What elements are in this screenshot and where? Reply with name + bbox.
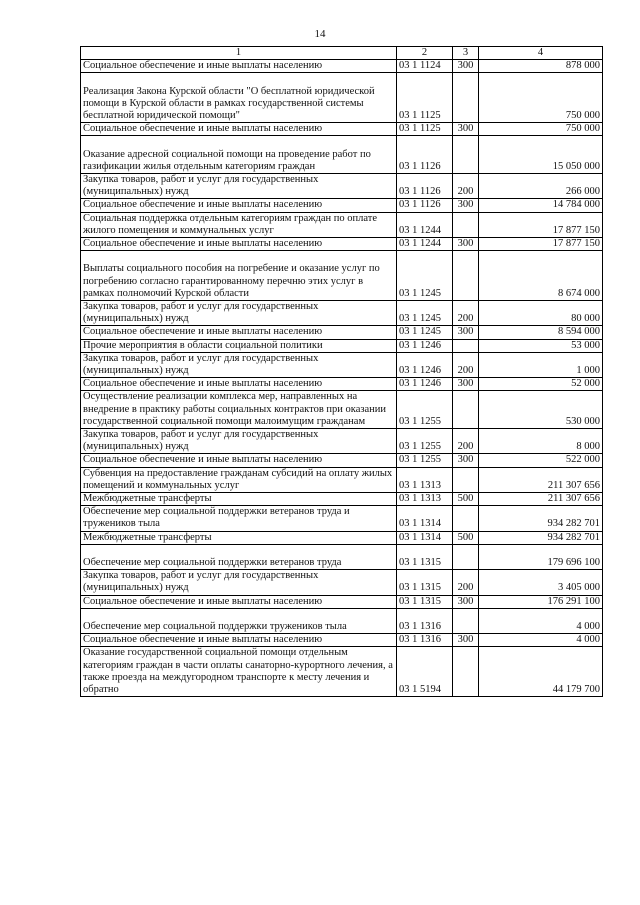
- cell-text: 44 179 700: [552, 684, 600, 696]
- row-expense-type-cell: [453, 493, 479, 506]
- row-code-cell: [397, 339, 453, 352]
- cell-text: 179 696 100: [547, 557, 600, 569]
- cell-text: Закупка товаров, работ и услуг для государственных (муниципальных) нужд: [83, 429, 319, 453]
- table-row: [81, 531, 603, 544]
- row-amount-cell: [479, 595, 603, 608]
- row-name-cell: [81, 212, 397, 237]
- cell-text: 1 000: [576, 365, 600, 377]
- row-amount-cell: [479, 391, 603, 429]
- cell-text: 03 1 1126: [399, 160, 441, 172]
- cell-text: 52 000: [571, 378, 600, 390]
- cell-text: 03 1 1126: [399, 199, 441, 211]
- cell-text: 300: [457, 378, 474, 390]
- table-row: [81, 608, 603, 633]
- row-amount-cell: [479, 199, 603, 212]
- cell-text: 03 1 5194: [399, 684, 441, 696]
- cell-text: 211 307 656: [547, 479, 600, 491]
- row-name-cell: [81, 301, 397, 326]
- cell-text: 03 1 1314: [399, 531, 441, 543]
- row-name-cell: [81, 595, 397, 608]
- cell-text: 15 050 000: [552, 160, 600, 172]
- table-row: [81, 506, 603, 531]
- cell-text: 200: [457, 365, 474, 377]
- budget-table-body: [81, 47, 603, 697]
- table-row: [81, 199, 603, 212]
- row-expense-type-cell: [453, 251, 479, 301]
- row-code-cell: [397, 301, 453, 326]
- row-name-cell: [81, 454, 397, 467]
- cell-text: 3 405 000: [558, 582, 600, 594]
- row-code-cell: [397, 199, 453, 212]
- table-row: [81, 544, 603, 569]
- column-header-code: 2: [397, 47, 453, 60]
- row-amount-cell: [479, 212, 603, 237]
- row-expense-type-cell: [453, 647, 479, 697]
- row-name-cell: [81, 238, 397, 251]
- table-row: [81, 647, 603, 697]
- row-code-cell: [397, 326, 453, 339]
- row-amount-cell: [479, 570, 603, 595]
- row-name-cell: [81, 570, 397, 595]
- row-name-cell: [81, 378, 397, 391]
- cell-text: 17 877 150: [552, 238, 600, 250]
- row-expense-type-cell: [453, 595, 479, 608]
- cell-text: 878 000: [565, 60, 600, 72]
- row-amount-cell: [479, 174, 603, 199]
- cell-text: 03 1 1124: [399, 60, 441, 72]
- row-code-cell: [397, 506, 453, 531]
- cell-text: Прочие мероприятия в области социальной политики: [83, 339, 323, 351]
- row-expense-type-cell: [453, 73, 479, 123]
- row-expense-type-cell: [453, 326, 479, 339]
- row-code-cell: [397, 570, 453, 595]
- row-expense-type-cell: [453, 212, 479, 237]
- cell-text: Социальное обеспечение и иные выплаты населению: [83, 378, 323, 390]
- cell-text: 200: [457, 186, 474, 198]
- cell-text: 750 000: [565, 123, 600, 135]
- row-code-cell: [397, 73, 453, 123]
- cell-text: Социальное обеспечение и иные выплаты населению: [83, 595, 323, 607]
- cell-text: 300: [457, 60, 474, 72]
- cell-text: 03 1 1255: [399, 415, 441, 427]
- cell-text: 03 1 1126: [399, 186, 441, 198]
- row-name-cell: [81, 647, 397, 697]
- row-amount-cell: [479, 544, 603, 569]
- cell-text: Реализация Закона Курской области "О бесплатной юридической помощи в Курской области в рамках государственной системы бесплатной юридической помощи": [83, 85, 375, 121]
- row-code-cell: [397, 531, 453, 544]
- cell-text: 03 1 1245: [399, 313, 441, 325]
- cell-text: Социальное обеспечение и иные выплаты населению: [83, 199, 323, 211]
- row-expense-type-cell: [453, 123, 479, 136]
- row-expense-type-cell: [453, 301, 479, 326]
- cell-text: 8 000: [576, 441, 600, 453]
- cell-text: Социальное обеспечение и иные выплаты населению: [83, 238, 323, 250]
- table-row: [81, 570, 603, 595]
- cell-text: 14 784 000: [552, 199, 600, 211]
- cell-text: 03 1 1246: [399, 339, 441, 351]
- cell-text: Социальное обеспечение и иные выплаты населению: [83, 60, 323, 72]
- table-row: [81, 634, 603, 647]
- cell-text: Социальное обеспечение и иные выплаты населению: [83, 123, 323, 135]
- row-name-cell: [81, 123, 397, 136]
- row-code-cell: [397, 647, 453, 697]
- cell-text: Межбюджетные трансферты: [83, 531, 212, 543]
- cell-text: 8 594 000: [558, 326, 600, 338]
- budget-table: [80, 46, 603, 697]
- row-code-cell: [397, 467, 453, 492]
- cell-text: 522 000: [565, 454, 600, 466]
- cell-text: 03 1 1255: [399, 441, 441, 453]
- table-header-row: [81, 47, 603, 60]
- cell-text: Социальное обеспечение и иные выплаты населению: [83, 326, 323, 338]
- row-amount-cell: [479, 123, 603, 136]
- row-amount-cell: [479, 647, 603, 697]
- row-code-cell: [397, 238, 453, 251]
- row-code-cell: [397, 454, 453, 467]
- cell-text: Субвенция на предоставление гражданам субсидий на оплату жилых помещений и коммунальных услуг: [83, 467, 393, 491]
- cell-text: Закупка товаров, работ и услуг для государственных (муниципальных) нужд: [83, 301, 319, 325]
- row-code-cell: [397, 174, 453, 199]
- row-expense-type-cell: [453, 174, 479, 199]
- row-code-cell: [397, 123, 453, 136]
- cell-text: Межбюджетные трансферты: [83, 493, 212, 505]
- row-amount-cell: [479, 378, 603, 391]
- cell-text: 4 000: [576, 621, 600, 633]
- column-header-expense-type: 3: [453, 47, 479, 60]
- row-code-cell: [397, 378, 453, 391]
- table-row: [81, 301, 603, 326]
- table-row: [81, 73, 603, 123]
- table-row: [81, 174, 603, 199]
- cell-text: 530 000: [565, 415, 600, 427]
- cell-text: 03 1 1314: [399, 518, 441, 530]
- table-row: [81, 60, 603, 73]
- cell-text: Социальное обеспечение и иные выплаты населению: [83, 454, 323, 466]
- cell-text: 300: [457, 634, 474, 646]
- table-row: [81, 454, 603, 467]
- cell-text: 03 1 1125: [399, 123, 441, 135]
- cell-text: 03 1 1313: [399, 493, 441, 505]
- cell-text: 03 1 1315: [399, 557, 441, 569]
- cell-text: 03 1 1246: [399, 365, 441, 377]
- cell-text: 211 307 656: [547, 493, 600, 505]
- row-name-cell: [81, 339, 397, 352]
- row-expense-type-cell: [453, 339, 479, 352]
- table-row: [81, 123, 603, 136]
- row-expense-type-cell: [453, 352, 479, 377]
- row-amount-cell: [479, 352, 603, 377]
- row-name-cell: [81, 73, 397, 123]
- cell-text: Закупка товаров, работ и услуг для государственных (муниципальных) нужд: [83, 352, 319, 377]
- table-row: [81, 251, 603, 301]
- cell-text: 300: [457, 326, 474, 338]
- row-code-cell: [397, 391, 453, 429]
- table-row: [81, 429, 603, 454]
- row-name-cell: [81, 493, 397, 506]
- table-row: [81, 378, 603, 391]
- cell-text: 03 1 1244: [399, 238, 441, 250]
- row-name-cell: [81, 251, 397, 301]
- cell-text: 200: [457, 441, 474, 453]
- table-row: [81, 352, 603, 377]
- cell-text: Обеспечение мер социальной поддержки ветеранов труда: [83, 557, 342, 569]
- row-code-cell: [397, 544, 453, 569]
- row-amount-cell: [479, 634, 603, 647]
- row-amount-cell: [479, 60, 603, 73]
- cell-text: 300: [457, 199, 474, 211]
- row-name-cell: [81, 326, 397, 339]
- table-row: [81, 212, 603, 237]
- row-amount-cell: [479, 493, 603, 506]
- table-row: [81, 467, 603, 492]
- cell-text: 300: [457, 123, 474, 135]
- row-code-cell: [397, 212, 453, 237]
- table-row: [81, 326, 603, 339]
- cell-text: 03 1 1244: [399, 224, 441, 236]
- cell-text: 934 282 701: [547, 531, 600, 543]
- row-amount-cell: [479, 531, 603, 544]
- row-expense-type-cell: [453, 544, 479, 569]
- table-row: [81, 391, 603, 429]
- cell-text: 03 1 1316: [399, 634, 441, 646]
- row-amount-cell: [479, 454, 603, 467]
- row-name-cell: [81, 634, 397, 647]
- row-expense-type-cell: [453, 199, 479, 212]
- row-name-cell: [81, 467, 397, 492]
- row-amount-cell: [479, 506, 603, 531]
- row-code-cell: [397, 493, 453, 506]
- row-name-cell: [81, 531, 397, 544]
- row-code-cell: [397, 136, 453, 174]
- cell-text: Закупка товаров, работ и услуг для государственных (муниципальных) нужд: [83, 174, 319, 198]
- row-expense-type-cell: [453, 608, 479, 633]
- table-row: [81, 493, 603, 506]
- row-amount-cell: [479, 429, 603, 454]
- row-expense-type-cell: [453, 238, 479, 251]
- page-number: 14: [314, 28, 326, 40]
- row-code-cell: [397, 352, 453, 377]
- cell-text: 03 1 1245: [399, 326, 441, 338]
- cell-text: 03 1 1245: [399, 287, 441, 299]
- cell-text: 03 1 1315: [399, 595, 441, 607]
- row-name-cell: [81, 199, 397, 212]
- row-expense-type-cell: [453, 531, 479, 544]
- table-row: [81, 136, 603, 174]
- row-code-cell: [397, 429, 453, 454]
- row-name-cell: [81, 429, 397, 454]
- cell-text: 17 877 150: [552, 224, 600, 236]
- cell-text: Обеспечение мер социальной поддержки ветеранов труда и тружеников тыла: [83, 506, 350, 530]
- cell-text: 4 000: [576, 634, 600, 646]
- row-name-cell: [81, 352, 397, 377]
- row-expense-type-cell: [453, 506, 479, 531]
- cell-text: Обеспечение мер социальной поддержки тружеников тыла: [83, 621, 347, 633]
- cell-text: 03 1 1246: [399, 378, 441, 390]
- row-name-cell: [81, 506, 397, 531]
- row-expense-type-cell: [453, 454, 479, 467]
- row-code-cell: [397, 595, 453, 608]
- cell-text: 500: [457, 531, 474, 543]
- row-amount-cell: [479, 238, 603, 251]
- table-row: [81, 339, 603, 352]
- row-amount-cell: [479, 251, 603, 301]
- row-expense-type-cell: [453, 570, 479, 595]
- row-amount-cell: [479, 326, 603, 339]
- row-amount-cell: [479, 73, 603, 123]
- row-code-cell: [397, 251, 453, 301]
- row-amount-cell: [479, 136, 603, 174]
- cell-text: 500: [457, 493, 474, 505]
- cell-text: 03 1 1313: [399, 479, 441, 491]
- row-expense-type-cell: [453, 136, 479, 174]
- cell-text: 200: [457, 313, 474, 325]
- column-header-name: 1: [81, 47, 397, 60]
- row-name-cell: [81, 391, 397, 429]
- cell-text: 300: [457, 238, 474, 250]
- row-amount-cell: [479, 301, 603, 326]
- cell-text: 176 291 100: [547, 595, 600, 607]
- row-code-cell: [397, 60, 453, 73]
- cell-text: Социальное обеспечение и иные выплаты населению: [83, 634, 323, 646]
- cell-text: 200: [457, 582, 474, 594]
- cell-text: Выплаты социального пособия на погребение и оказание услуг по погребению согласно гарантированному перечню этих услуг в рамках полномочий Курской области: [83, 263, 380, 299]
- table-row: [81, 595, 603, 608]
- cell-text: 03 1 1125: [399, 110, 441, 121]
- cell-text: Закупка товаров, работ и услуг для государственных (муниципальных) нужд: [83, 570, 319, 594]
- cell-text: 8 674 000: [558, 287, 600, 299]
- row-expense-type-cell: [453, 467, 479, 492]
- column-header-amount: 4: [479, 47, 603, 60]
- row-expense-type-cell: [453, 634, 479, 647]
- row-amount-cell: [479, 467, 603, 492]
- row-name-cell: [81, 174, 397, 199]
- cell-text: Осуществление реализации комплекса мер, направленных на внедрение в практику работы социальных контрактов при оказании государственной социальной помощи малоимущим гражданам: [83, 391, 387, 427]
- cell-text: 03 1 1255: [399, 454, 441, 466]
- cell-text: 750 000: [565, 110, 600, 121]
- cell-text: 266 000: [565, 186, 600, 198]
- row-name-cell: [81, 608, 397, 633]
- cell-text: Оказание адресной социальной помощи на проведение работ по газификации жилья отдельным категориям граждан: [83, 148, 371, 172]
- cell-text: 03 1 1315: [399, 582, 441, 594]
- row-expense-type-cell: [453, 391, 479, 429]
- cell-text: 03 1 1316: [399, 621, 441, 633]
- row-code-cell: [397, 608, 453, 633]
- table-row: [81, 238, 603, 251]
- cell-text: 80 000: [571, 313, 600, 325]
- cell-text: 934 282 701: [547, 518, 600, 530]
- row-name-cell: [81, 544, 397, 569]
- cell-text: 300: [457, 595, 474, 607]
- cell-text: 300: [457, 454, 474, 466]
- cell-text: 53 000: [571, 339, 600, 351]
- cell-text: Социальная поддержка отдельным категориям граждан по оплате жилого помещения и коммунальных услуг: [83, 212, 377, 236]
- row-name-cell: [81, 136, 397, 174]
- row-expense-type-cell: [453, 429, 479, 454]
- row-code-cell: [397, 634, 453, 647]
- row-amount-cell: [479, 339, 603, 352]
- row-expense-type-cell: [453, 60, 479, 73]
- row-expense-type-cell: [453, 378, 479, 391]
- cell-text: Оказание государственной социальной помощи отдельным категориям граждан в части оплаты санаторно-курортного лечения, а также проезда на междугородном транспорте к месту лечения и обратно: [83, 647, 393, 696]
- row-amount-cell: [479, 608, 603, 633]
- row-name-cell: [81, 60, 397, 73]
